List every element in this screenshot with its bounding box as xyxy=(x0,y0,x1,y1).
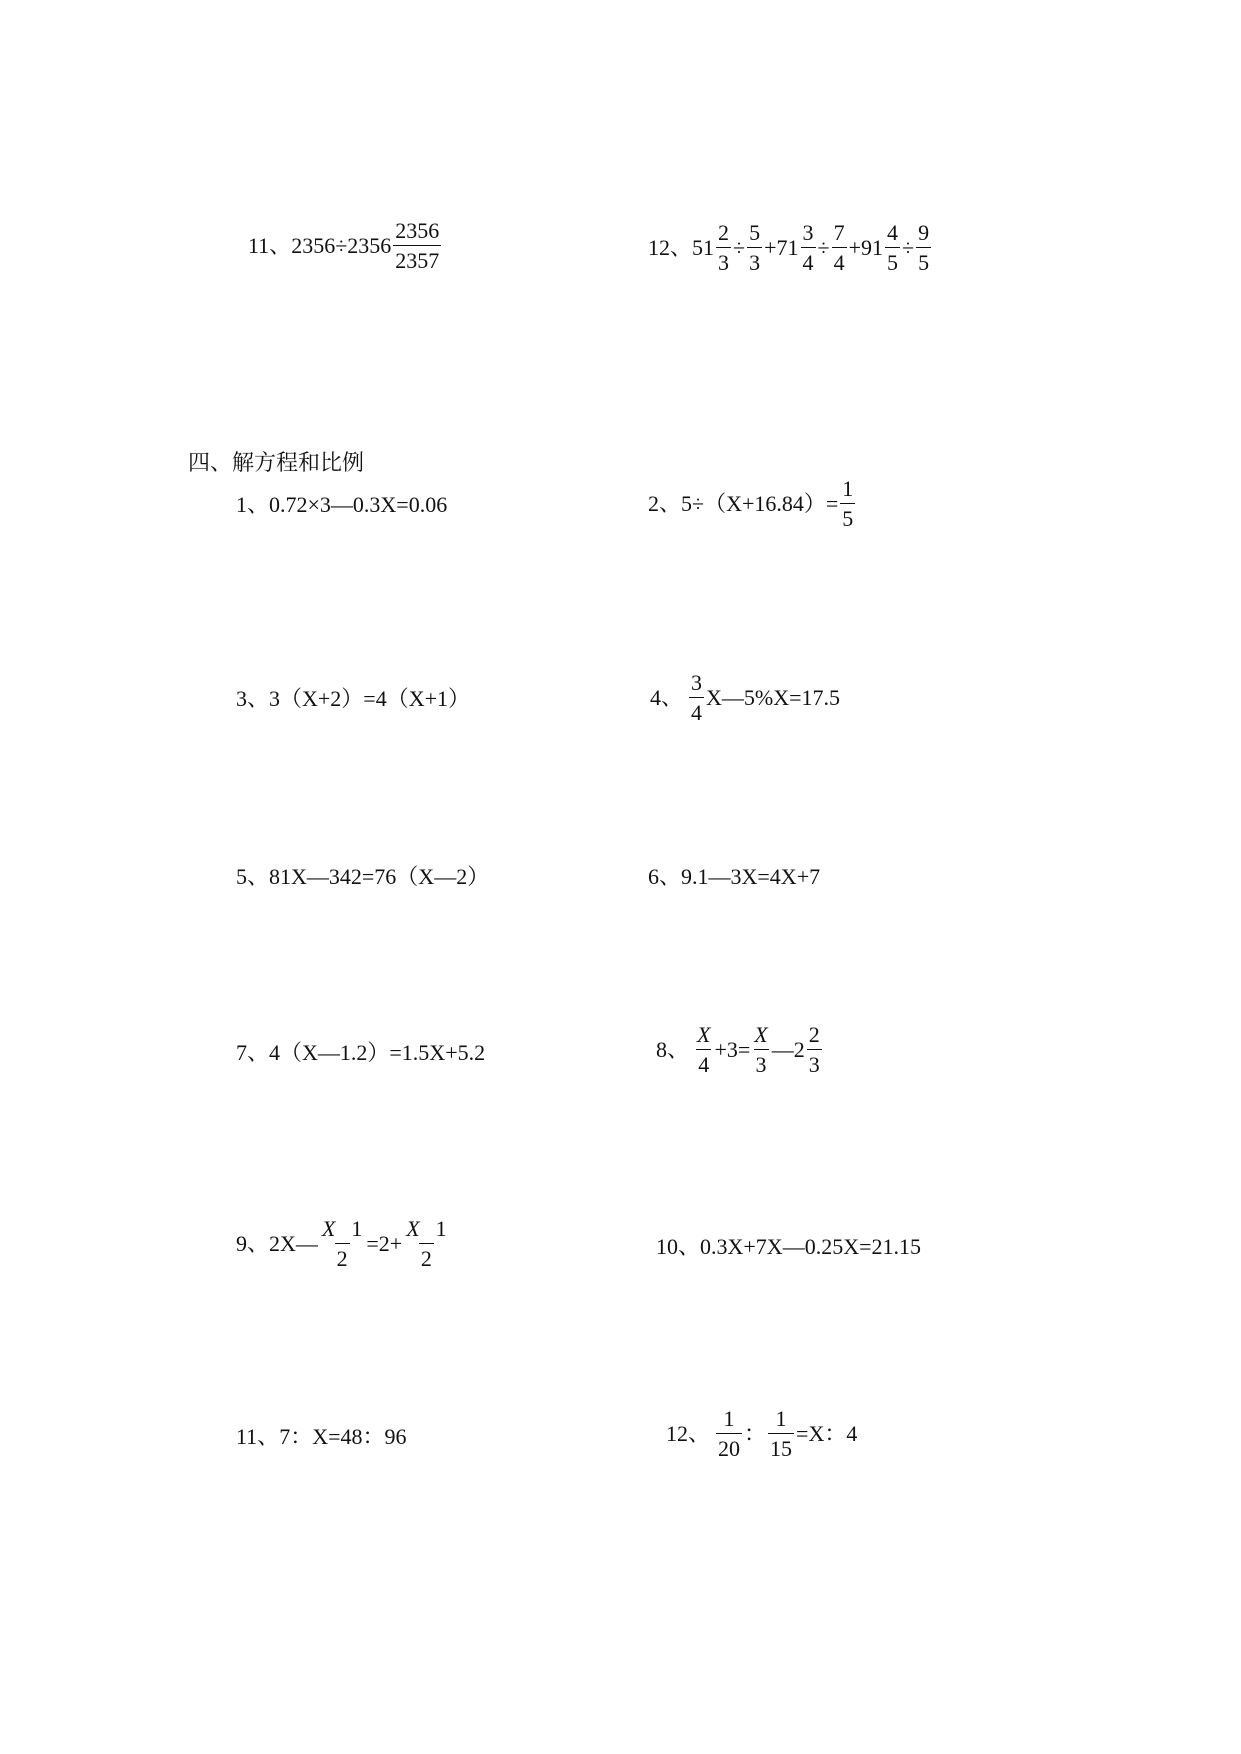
fraction-numerator: 3 xyxy=(802,220,814,245)
fraction-numerator: 2 xyxy=(808,1022,820,1047)
fraction-1-20 xyxy=(716,1408,742,1460)
equation-2 xyxy=(648,478,857,530)
fraction-denominator: 5 xyxy=(840,503,855,530)
fraction-7-4 xyxy=(832,222,847,274)
fraction-denominator: 2 xyxy=(419,1243,434,1270)
fraction-5-3 xyxy=(747,222,762,274)
fraction-denominator: 5 xyxy=(916,247,931,274)
equation-1-text: 0.72×3—0.3X=0.06 xyxy=(269,492,448,517)
fraction-x-1-over-2 xyxy=(404,1218,448,1270)
equation-5-text: 81X—342=76（X—2） xyxy=(269,864,490,889)
equation-1-label: 1、 xyxy=(236,492,270,517)
equation-6 xyxy=(648,866,820,888)
fraction-denominator: 2357 xyxy=(393,245,441,272)
fraction-denominator: 3 xyxy=(716,247,731,274)
plus-91: +91 xyxy=(848,235,884,260)
equation-2-text: 5÷（X+16.84）= xyxy=(681,491,839,516)
equation-9-middle: =2+ xyxy=(366,1231,403,1256)
fraction-x-4 xyxy=(695,1024,712,1076)
fraction-numerator: 1 xyxy=(842,476,854,501)
problem-12 xyxy=(648,222,933,274)
fraction-2-3 xyxy=(807,1024,822,1076)
equation-7-text: 4（X—1.2）=1.5X+5.2 xyxy=(269,1040,486,1065)
numerator-one: 1 xyxy=(435,1216,447,1241)
equation-12-label: 12、 xyxy=(666,1421,711,1446)
equation-3-text: 3（X+2）=4（X+1） xyxy=(269,686,471,711)
equation-5 xyxy=(236,866,489,888)
equation-2-label: 2、 xyxy=(648,491,682,516)
fraction-numerator: 1 xyxy=(723,1406,735,1431)
equation-4-text: X—5%X=17.5 xyxy=(706,685,841,710)
equation-11-text: 7：X=48：96 xyxy=(279,1424,407,1449)
fraction-numerator xyxy=(404,1218,448,1243)
equation-12 xyxy=(666,1408,857,1460)
problem-12-label: 12、 xyxy=(648,235,693,260)
fraction-1-15 xyxy=(768,1408,794,1460)
fraction-3-4 xyxy=(689,672,704,724)
fraction-numerator: 2 xyxy=(718,220,730,245)
equation-11-label: 11、 xyxy=(236,1424,280,1449)
fraction-denominator: 4 xyxy=(832,247,847,274)
fraction-numerator: 2356 xyxy=(395,218,440,243)
fraction-4-5 xyxy=(885,222,900,274)
fraction-denominator: 3 xyxy=(807,1049,822,1076)
equation-10-label: 10、 xyxy=(656,1234,701,1259)
equation-7-label: 7、 xyxy=(236,1040,270,1065)
equation-3-label: 3、 xyxy=(236,686,270,711)
fraction-numerator: 7 xyxy=(833,220,845,245)
equation-10-text: 0.3X+7X—0.25X=21.15 xyxy=(700,1234,921,1259)
equation-10 xyxy=(656,1236,921,1258)
problem-11-fraction xyxy=(393,220,441,272)
equation-9-lead: 2X— xyxy=(269,1231,318,1256)
problem-11-label: 11、 xyxy=(248,233,292,258)
fraction-x-3 xyxy=(752,1024,769,1076)
equation-12-tail: =X：4 xyxy=(796,1421,858,1446)
fraction-x-1-over-2 xyxy=(320,1218,364,1270)
fraction-numerator xyxy=(320,1218,364,1243)
fraction-numerator: 5 xyxy=(749,220,761,245)
equation-9-label: 9、 xyxy=(236,1231,270,1256)
fraction-numerator: 4 xyxy=(887,220,899,245)
fraction-denominator: 2 xyxy=(335,1243,350,1270)
fraction-1-5 xyxy=(840,478,855,530)
fraction-9-5 xyxy=(916,222,931,274)
fraction-2-3 xyxy=(716,222,731,274)
problem-11 xyxy=(248,220,443,272)
plus-71: +71 xyxy=(764,235,799,260)
equation-9 xyxy=(236,1218,451,1270)
fraction-denominator: 15 xyxy=(768,1433,794,1460)
fraction-denominator: 5 xyxy=(885,247,900,274)
equation-7 xyxy=(236,1042,485,1064)
whole-51: 51 xyxy=(692,235,715,260)
section-heading: 四、解方程和比例 xyxy=(188,450,365,475)
fraction-numerator: 3 xyxy=(691,670,703,695)
divide-sign: ÷ xyxy=(817,235,830,260)
fraction-denominator: 20 xyxy=(716,1433,742,1460)
equation-8-middle: +3= xyxy=(714,1037,751,1062)
fraction-denominator: 4 xyxy=(696,1049,711,1076)
divide-sign: ÷ xyxy=(733,235,746,260)
numerator-x: X xyxy=(321,1216,336,1241)
numerator-x: X xyxy=(406,1216,420,1241)
fraction-denominator: 4 xyxy=(801,247,816,274)
equation-6-text: 9.1—3X=4X+7 xyxy=(681,864,821,889)
fraction-3-4 xyxy=(801,222,816,274)
equation-8 xyxy=(656,1024,824,1076)
equation-8-tail: —2 xyxy=(771,1037,805,1062)
equation-6-label: 6、 xyxy=(648,864,682,889)
ratio-colon: ： xyxy=(744,1421,767,1446)
fraction-numerator: 1 xyxy=(775,1406,787,1431)
equation-4-label: 4、 xyxy=(650,685,684,710)
fraction-numerator: X xyxy=(754,1022,768,1047)
divide-sign: ÷ xyxy=(902,235,915,260)
equation-5-label: 5、 xyxy=(236,864,270,889)
fraction-denominator: 4 xyxy=(689,697,704,724)
equation-8-label: 8、 xyxy=(656,1037,690,1062)
numerator-one: 1 xyxy=(351,1216,363,1241)
equation-1 xyxy=(236,494,447,516)
fraction-numerator: 9 xyxy=(918,220,930,245)
problem-11-expression: 2356÷2356 xyxy=(291,233,392,258)
fraction-denominator: 3 xyxy=(754,1049,769,1076)
equation-11 xyxy=(236,1426,406,1448)
fraction-numerator: X xyxy=(697,1022,711,1047)
equation-3 xyxy=(236,688,470,710)
equation-4 xyxy=(650,672,840,724)
fraction-denominator: 3 xyxy=(747,247,762,274)
